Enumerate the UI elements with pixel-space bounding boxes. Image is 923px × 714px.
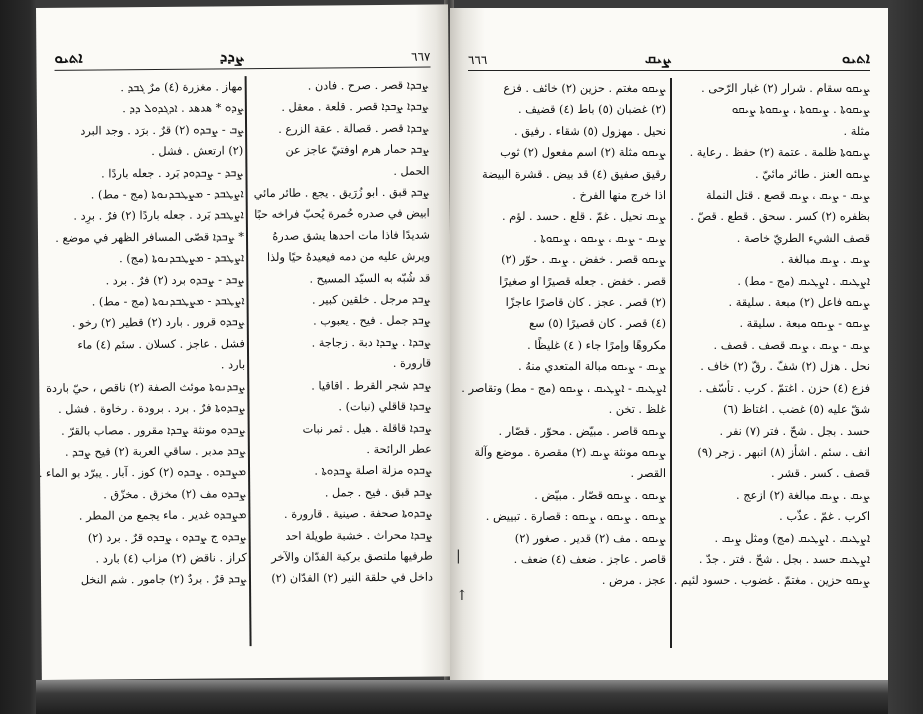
dictionary-line: اكرب . غمّ . عذّب .: [779, 510, 870, 524]
dictionary-line: ܨܒܕ حمار هرم اوفتيّ عاجز عن: [285, 142, 430, 158]
dictionary-line: ܨܝܩ - ܨܝܩ ، ܨܝܩ قصع . قتل النملة: [706, 189, 870, 203]
dictionary-line: كراز . ناقض (٢) مزاب (٤) بارد .: [95, 551, 247, 566]
margin-bracket-mark: |: [456, 548, 461, 564]
dictionary-line: بارد .: [220, 358, 246, 372]
dictionary-line: ܨܝܩܘ مثلة (٢) اسم مفعول (٢) ثوب: [500, 146, 666, 160]
dictionary-line: قد شُبّه به السيّد المسيح .: [309, 271, 431, 286]
dictionary-line: ܨܝܩܘ قصر . خفض . ܨܝܩ . حوّر (٢): [501, 253, 666, 267]
dictionary-line: ܨܝܩܘ العنز . طائر مائيّ .: [755, 167, 870, 181]
dictionary-line: داخل في حلقة النير (٢) الفدّان (٢): [271, 570, 434, 586]
dictionary-line: ܨܒܕ مدبر . ساقي العربة (٢) فيح ܨܒܕ .: [64, 444, 246, 459]
dictionary-line: شقّ عليه (٥) غضب . اغتاظ (٦): [723, 403, 870, 417]
left-page-header: [54, 43, 430, 71]
dictionary-line: ܨܒܕܢܘܬܐ موئث الصفة (٢) ناقص ، حيّ باردة: [45, 379, 246, 395]
left-page-column-left: [38, 76, 248, 648]
dictionary-line: ܨܒܕܘܬܐ فرٌ . برد . برودة . رخاوة . فشل .: [58, 401, 246, 416]
dictionary-line: ܨܝܩ . ܨܝܩ مبالغة (٢) ازعج .: [736, 488, 870, 502]
right-page-number: ٦٦٦: [468, 53, 488, 67]
dictionary-line: ܨܒܕܐ قصر . صرح . فادن .: [307, 78, 429, 93]
dictionary-line: ابيض في صدره حُمرة يُحبّ فراخه حبًا: [254, 207, 430, 222]
dictionary-line: (٢) قصر . عجز . كان قاصرًا عاجزًا: [505, 296, 666, 310]
dictionary-line: نحيل . مهزول (٥) شقاء . رفيق .: [514, 124, 666, 138]
dictionary-line: مكروهًا وإمرًا جاء ( ٤) غليظًا .: [527, 338, 666, 352]
dictionary-line: ܡܨܒܕܘ غدير . ماء يجمع من المطر .: [78, 508, 247, 523]
right-page-header: [468, 46, 870, 71]
dictionary-line: ܨܝܩܘ - ܨܝܩܘ مبعة . سليقة .: [739, 317, 870, 331]
dictionary-line: ܨܝܩ - ܨܝܩ ، ܨܝܩܘ ، ܨܝܩܘܬܐ .: [533, 231, 666, 245]
dictionary-line: قصف . كسر . قشر .: [770, 467, 870, 481]
dictionary-line: ܨܒܕܐ ܨܒܕܐ قصر . قلعة . معقل .: [281, 99, 429, 115]
dictionary-line: مهاز . مغزرة (٤) مرٌ ܓܒܕ .: [120, 80, 243, 95]
dictionary-line: ܨܒ - ܨܒܕܘ (٢) قرٌ . برَد . وجد البرد: [80, 123, 244, 138]
dictionary-line: انف . سئم . اشأز (٨) انبهر . زجر (٩): [697, 445, 870, 459]
margin-arrow-mark: ↑: [456, 588, 468, 604]
left-page: [36, 4, 454, 680]
dictionary-line: ܨܝܩܘ . ܨܝܩܘ قصّار . مبيّض .: [534, 488, 666, 502]
page-bottom-shadow: [36, 680, 888, 714]
dictionary-line: طرفيها ملتصق بركبة الفدّان والآخر: [271, 549, 433, 564]
right-page-running-head-middle: ܨܝܩ: [644, 49, 672, 67]
dictionary-line: ܨܝܩ - ܨܝܩ ، ܨܝܩ قصف . قصف .: [713, 338, 870, 352]
dictionary-line: ܨܒܕܐ محراث . خشبة طويلة احد: [285, 528, 433, 543]
dictionary-line: حسد . بجل . شحّ . فتر (٧) نفر .: [719, 424, 870, 438]
dictionary-line: ܨܒܕܐ . ܨܒܕܐ دبة . زجاجة .: [311, 335, 431, 350]
dictionary-line: نحل . هزل (٢) شفّ . رقّ (٢) خاف .: [700, 360, 870, 374]
left-page-running-head-left: ܐܬܝܘ: [54, 48, 83, 67]
dictionary-line: ܨܝܩܘ حزين . مغتمّ . غضوب . حسود لئيم .: [673, 574, 870, 588]
dictionary-line: ܐܨܛܒܕ - ܡܨܛܒܕܢܘܬܐ (مج - مط) .: [90, 187, 244, 202]
dictionary-line: ܨܒܕ قرٌ . بردٌ (٢) جامور . شم النخل: [80, 572, 248, 587]
dictionary-line: ܨܝܩܘܬܐ ظلمة . عتمة (٢) حفظ . رعاية .: [689, 146, 870, 160]
dictionary-line: * ܨܒܕܐ قصّى المسافر الظهر في موضع .: [55, 230, 245, 245]
dictionary-line: ܨܒܕ قبق . ابو زُرَيق . يجع . طائر مائي: [253, 185, 430, 201]
dictionary-line: ܨܝܩ . ܨܝܩ مبالغة .: [780, 253, 870, 267]
dictionary-line: مثلة .: [843, 124, 870, 138]
dictionary-line: قصف الشيء الطريّ خاصة .: [736, 231, 870, 245]
dictionary-line: ܨܒܕܐ قاقلي (نبات) .: [338, 399, 432, 414]
left-page-column-right: [251, 75, 434, 647]
dictionary-line: ܨܝܩܘ فاعل (٢) مبعة . سليقة .: [728, 296, 870, 310]
dictionary-line: ܨܒܕܘ قرور . بارد (٢) قطير (٢) رخو .: [71, 315, 245, 331]
right-page: [450, 8, 888, 680]
dictionary-line: ܨܒܕܐ قصر . قصالة . عقة الزرع .: [278, 121, 430, 136]
dictionary-line: ܨܒܕ مرجل . خلقين كبير .: [311, 292, 431, 307]
dictionary-line: ܨܒܕܘ مف (٢) مخزق . مخزّق .: [103, 486, 247, 502]
dictionary-line: شديدًا فاذا مات احدها يشق صدرهُ: [272, 228, 431, 243]
dictionary-line: فزع (٤) حزن . اغتمّ . كرب . تأسّف .: [698, 381, 870, 395]
dictionary-line: (٤) قصر . كان قصيرًا (٥) سع: [529, 317, 666, 331]
dictionary-line: ܡܨܒܕܘ . ܨܒܕܘ (٢) كوز . آبار . يبرّد بو الماء .: [38, 465, 247, 481]
dictionary-line: ܨܕܘ * هدهد . ܐܕܓܕܘܠ ܕܕ .: [122, 101, 243, 116]
right-page-running-head-right: ܐܬܝܘ: [841, 49, 870, 67]
dictionary-line: اذا خرج منها الفرخ .: [572, 189, 666, 203]
dictionary-line: ܨܝܩܘ قاصر . مبيّض . محوّر . قصّار .: [498, 424, 666, 438]
left-page-number: ٦٦٧: [411, 49, 431, 64]
dictionary-line: (٢) ارتعش . فشل .: [151, 144, 244, 159]
dictionary-line: ܨܝܩܘ مغتم . حزين (٢) خائف . فزع: [503, 82, 666, 95]
dictionary-line: الحمل .: [393, 164, 430, 178]
dictionary-line: ܨܒܕܐ قاقلة . هيل . ثمر نبات: [302, 421, 432, 436]
dictionary-line: رقيق صفيق (٤) قد بيض . قشرة البيضة: [481, 167, 666, 181]
dictionary-line: عجز . مرض .: [601, 574, 666, 588]
left-page-running-head-middle: ܨܕܕ: [219, 47, 243, 66]
dictionary-line: عطر الرائحة .: [366, 442, 432, 457]
dictionary-line: ܨܝܩ نحيل . غمّ . قلع . حسد . لؤم .: [501, 210, 666, 224]
dictionary-line: ܐܨܛܝܩ . ܐܨܛܝܩ (مج) ومثل ܨܝܩ .: [714, 531, 870, 545]
right-page-column-right: [674, 78, 870, 648]
dictionary-line: ܐܨܛܝܩ - ܐܨܛܝܩ ، ܨܝܩܘ (مج - مط) وتقاصر .: [461, 381, 666, 395]
dictionary-line: القصر .: [630, 467, 666, 481]
dictionary-line: ܨܝܩܘ . ܨܝܩܘ ، ܨܝܩܘ : قصارة . تبييض .: [485, 510, 666, 524]
dictionary-line: ويرش عليه من دمه فيعيدهُ حيًا ولذا: [266, 249, 431, 265]
dictionary-line: غلظ . تخن .: [608, 403, 666, 417]
dictionary-line: ܐܨܛܒܕ - ܡܨܛܒܕܢܘܬܐ (مج) .: [118, 251, 245, 266]
dictionary-line: فشل . عاجز . كسلان . سئم (٤) ماء: [77, 337, 245, 352]
right-page-column-divider: [670, 78, 672, 648]
dictionary-line: ܐܨܛܒܕ - ܡܨܛܒܕܢܘܬܐ (مج - مط) .: [91, 294, 245, 309]
dictionary-line: ܨܒܕܘ مزلة اصلة ܨܒܕܘܬܐ .: [314, 463, 433, 478]
right-page-column-left: [461, 78, 666, 648]
dictionary-line: قارورة .: [392, 356, 432, 371]
dictionary-line: ܨܒܕ قبق . فيح . جمل .: [324, 485, 433, 500]
dictionary-line: ܨܒܕ - ܨܒܕܘ برد (٢) فرٌ . برد .: [105, 272, 245, 288]
dictionary-line: قاصر . عاجز . ضعف (٤) ضعف .: [513, 552, 666, 566]
dictionary-line: ܨܝܩܘ سقام . شرار (٢) غبار الرّحى .: [701, 82, 870, 95]
dictionary-line: ܨܝܩܘܬܐ . ܨܝܩܘܬܐ ، ܨܝܩܘܬܐ ܨܝܩܘ: [731, 103, 870, 117]
dictionary-line: ܨܒܕ جمل . فيح . يعبوب .: [312, 314, 431, 329]
dictionary-line: ܨܝܩܘ . مف (٢) قدير . صغور (٢): [514, 531, 666, 545]
dictionary-line: ܐܨܛܒܕ بَرد . جعله باردًا (٢) فرٌ . برِد .: [73, 208, 244, 224]
dictionary-line: ܨܝܩܘ مونثة ܨܝܩ (٢) مقصرة . موضع وآلة: [474, 445, 666, 459]
dictionary-line: ܨܒܕ - ܨܒܕܘܕ بَرد . جعله باردًا .: [101, 165, 244, 181]
dictionary-line: ܨܒܕ شجر القرط . اقاقيا .: [311, 378, 432, 393]
dictionary-line: (٢) غضبان (٥) باط (٤) قضيف .: [517, 103, 666, 117]
dictionary-line: بظفره (٢) كسر . سحق . قطع . قصّ .: [690, 210, 870, 224]
dictionary-line: ܨܝܩ - ܨܝܩܘ مبالة المتعدي منهُ .: [518, 360, 666, 374]
dictionary-line: ܨܒܕܘܬܐ صحفة . صينية . قارورة .: [283, 506, 433, 521]
dictionary-line: ܐܨܛܝܩ حسد . بجل . شحّ . فتر . جدّ .: [698, 552, 870, 566]
dictionary-line: ܨܒܕܘ ج ܨܒܕܘ ، ܨܒܕܘ قرٌ . برد (٢): [87, 529, 247, 545]
dictionary-line: قصر . خفض . جعله قصيرًا او صغيرًا: [499, 274, 666, 288]
dictionary-line: ܨܒܕܘ مونثة ܨܒܕܐ مقرور . مصاب بالقرّ .: [61, 422, 246, 438]
dictionary-line: ܐܨܛܝܩ . ܐܨܛܝܩ (مج - مط) .: [737, 274, 870, 288]
